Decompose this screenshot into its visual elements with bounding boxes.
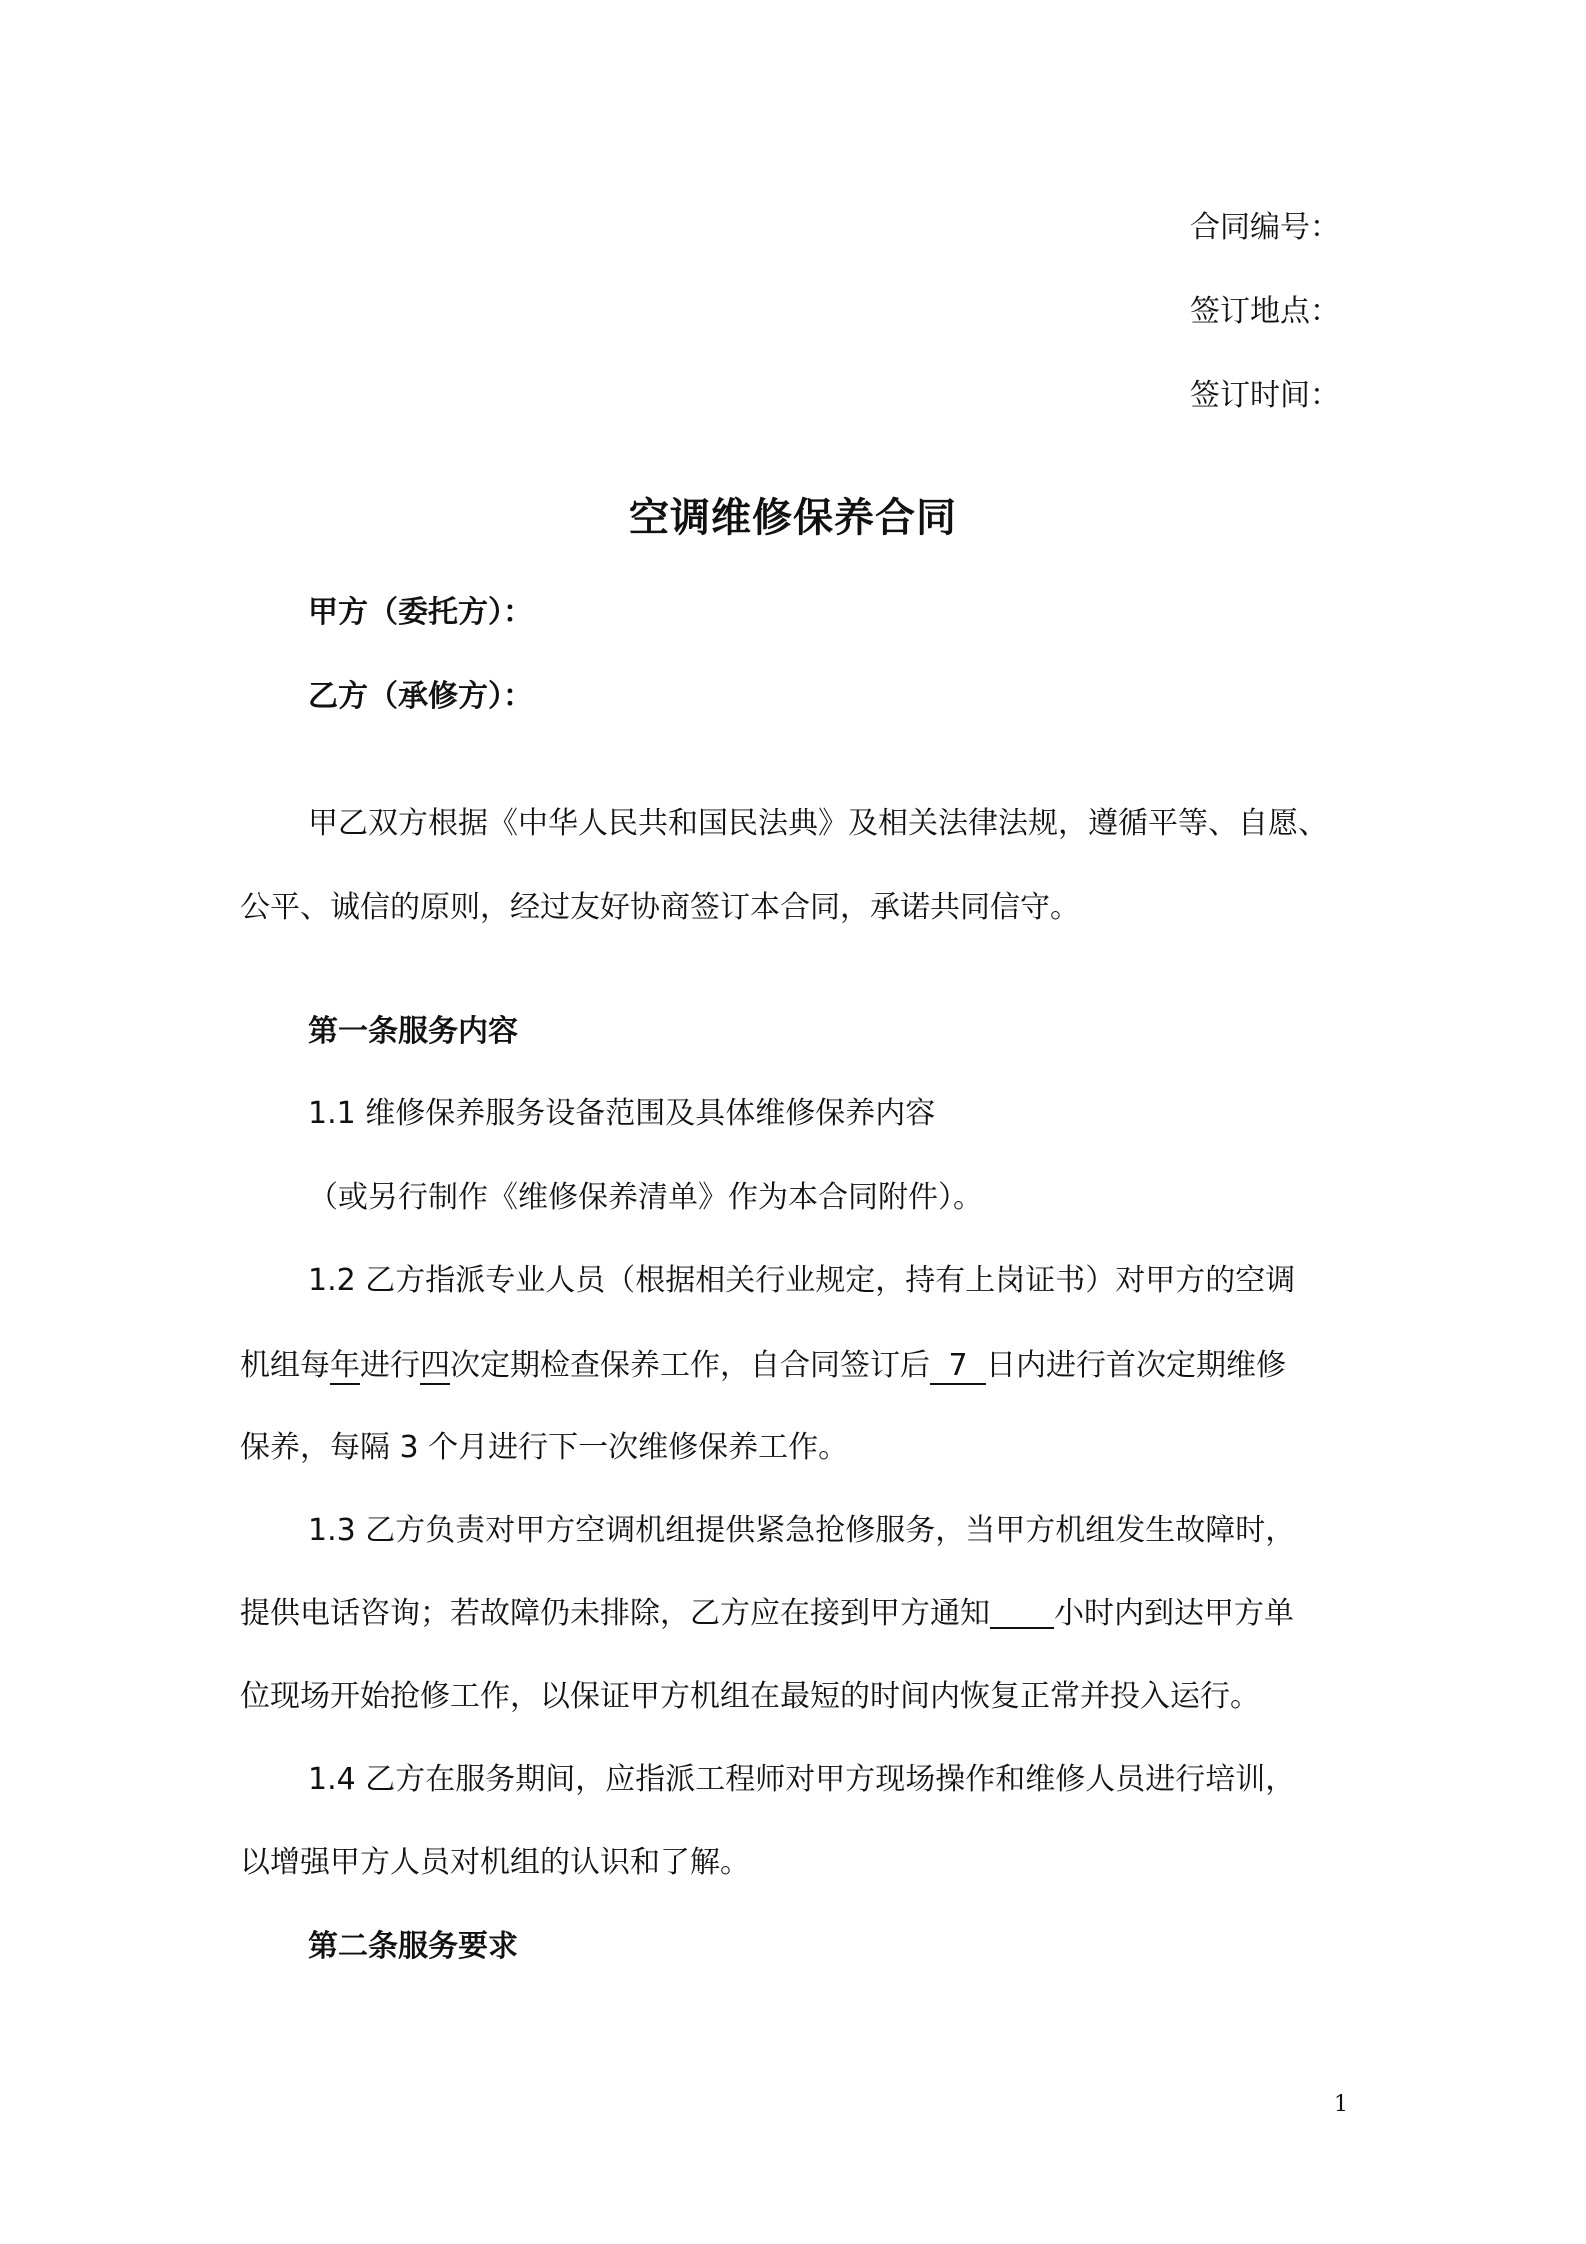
clause-1-4-line-1: 1.4 乙方在服务期间，应指派工程师对甲方现场操作和维修人员进行培训， [308,1762,1296,1797]
article-2-heading: 第二条服务要求 [308,1929,518,1964]
clause-1-2-line-1: 1.2 乙方指派专业人员（根据相关行业规定，持有上岗证书）对甲方的空调 [308,1263,1296,1298]
clause-1-3-line-3: 位现场开始抢修工作，以保证甲方机组在最短的时间内恢复正常并投入运行。 [240,1679,1260,1714]
contract-number-label: 合同编号： [1190,210,1340,245]
document-title: 空调维修保养合同 [629,495,957,541]
clause-1-3-text-b: 小时内到达甲方单 [1054,1596,1294,1631]
page-number: 1 [1334,2092,1348,2117]
clause-1-2-line-2 [240,1346,1286,1386]
article-1-heading: 第一条服务内容 [308,1014,518,1049]
period-field: 年 [330,1348,360,1383]
preamble-line-2: 公平、诚信的原则，经过友好协商签订本合同，承诺共同信守。 [240,890,1080,925]
sign-place-label: 签订地点： [1190,294,1340,329]
clause-1-3-line-2 [240,1594,1294,1634]
preamble-line-1: 甲乙双方根据《中华人民共和国民法典》及相关法律法规，遵循平等、自愿、 [308,806,1328,841]
clause-1-4-line-2: 以增强甲方人员对机组的认识和了解。 [240,1845,750,1880]
clause-1-3-line-1: 1.3 乙方负责对甲方空调机组提供紧急抢修服务，当甲方机组发生故障时， [308,1513,1296,1548]
clause-1-1-line-1: 1.1 维修保养服务设备范围及具体维修保养内容 [308,1096,936,1131]
clause-1-2-text-a: 机组每 [240,1348,330,1383]
clause-1-3-text-a: 提供电话咨询；若故障仍未排除，乙方应在接到甲方通知 [240,1596,990,1631]
clause-1-2-text-d: 日内进行首次定期维修 [986,1348,1286,1383]
party-b-label: 乙方（承修方）： [308,679,533,714]
clause-1-1-line-2: （或另行制作《维修保养清单》作为本合同附件）。 [308,1180,983,1215]
clause-1-2-text-b: 进行 [360,1348,420,1383]
sign-time-label: 签订时间： [1190,378,1340,413]
times-field: 四 [420,1348,450,1383]
days-field: 7 [930,1349,986,1385]
party-a-label: 甲方（委托方）： [308,595,533,630]
clause-1-2-line-3: 保养，每隔 3 个月进行下一次维修保养工作。 [240,1430,849,1465]
hours-blank-field[interactable] [990,1597,1054,1629]
clause-1-2-text-c: 次定期检查保养工作，自合同签订后 [450,1348,930,1383]
